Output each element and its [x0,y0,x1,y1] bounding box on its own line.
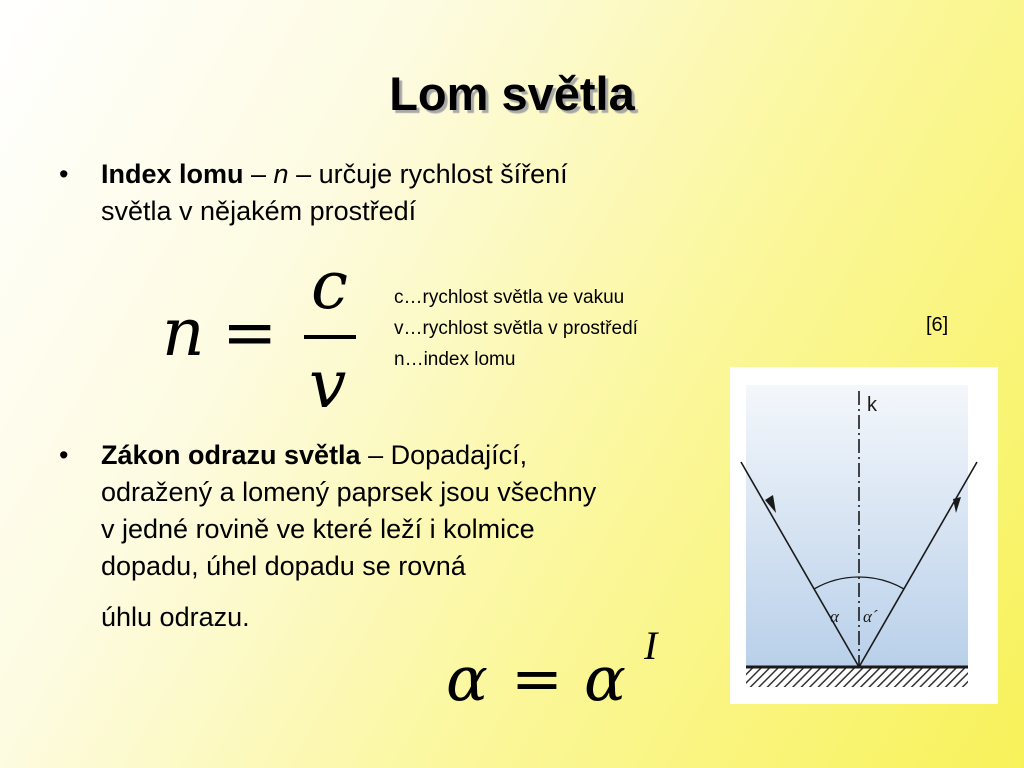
legend-v: v…rychlost světla v prostředí [394,318,638,339]
bullet2-text-line4: dopadu, úhel dopadu se rovná [101,551,466,581]
bullet2-text-line1: – Dopadající, [360,440,528,470]
bullet1-text-line2: světla v nějakém prostředí [101,196,417,226]
legend-n: n…index lomu [394,349,516,370]
angle-incidence-label: α [830,607,839,626]
reflection-diagram [730,367,998,704]
formula-denominator-v: v [309,346,347,423]
bullet2-text-line2: odražený a lomený paprsek jsou všechny [101,477,597,507]
bullet-symbol: • [59,159,69,189]
formula-alpha: α [446,642,488,715]
bullet1-text-line1: – určuje rychlost šíření [288,159,568,189]
bullet-index-lomu [59,156,721,230]
fraction-bar [304,335,356,339]
term-zakon-odrazu: Zákon odrazu světla [101,440,361,470]
legend-c: c…rychlost světla ve vakuu [394,287,625,308]
bullet-zakon-odrazu [59,437,741,636]
page-title: Lom světla [389,67,635,120]
bullet2-text-line5: úhlu odrazu. [101,602,250,632]
symbol-n: n [273,159,289,189]
formula-equals: = [511,642,563,715]
formula-superscript: I [644,623,658,668]
angle-reflection-label: α´ [863,607,878,626]
formula-numerator-c: c [311,247,348,324]
formula-alpha-prime: α [584,642,626,715]
mirror-hatch [746,667,968,687]
bullet-symbol: • [59,440,69,470]
dash: – [243,159,274,189]
formula-n: n [162,294,205,371]
medium-region [746,385,968,667]
variable-legend [394,282,638,375]
term-index-lomu: Index lomu [101,159,244,189]
reference-marker: [6] [926,314,949,336]
formula-equals: = [222,294,278,371]
normal-label: k [867,394,877,416]
bullet2-text-line3: v jedné rovině ve které leží i kolmice [101,514,535,544]
